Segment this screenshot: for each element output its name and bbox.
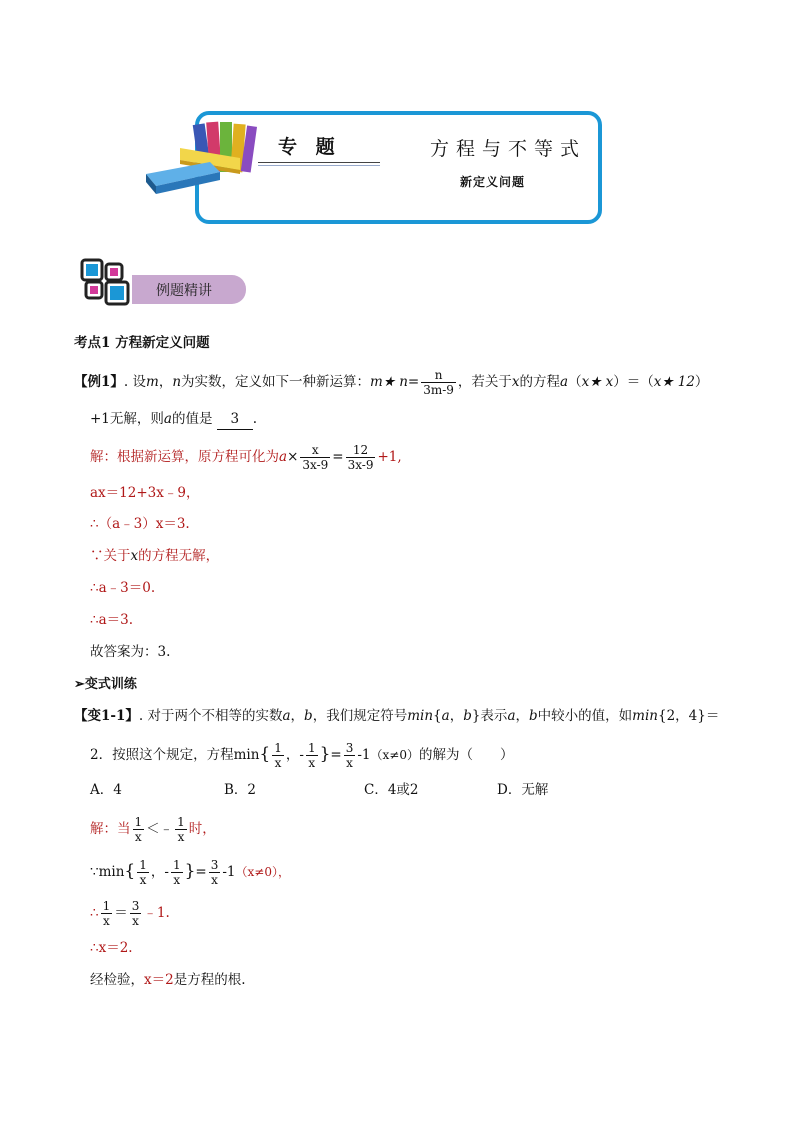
var-m: m [146, 374, 159, 390]
text: ＝ [114, 905, 128, 921]
practice-solution-line-3 [90, 899, 170, 928]
fraction [306, 741, 318, 770]
brace: } [319, 744, 331, 764]
text: = [332, 449, 344, 465]
text: . 设 [123, 374, 146, 390]
text: - [164, 864, 169, 880]
text: = [195, 864, 207, 880]
var-a: a [282, 708, 291, 724]
text: ， [158, 374, 173, 390]
text: ，若关于 [457, 374, 512, 390]
denominator: x [308, 756, 316, 770]
numerator: 1 [172, 858, 181, 872]
numerator: 3 [345, 741, 354, 755]
text: ﹣1. [143, 905, 170, 921]
fraction [171, 858, 183, 887]
var-b: b [529, 708, 538, 724]
text: 的解为（ ） [419, 747, 514, 763]
denominator: 3x-9 [302, 458, 329, 472]
root: x＝2 [144, 972, 174, 988]
practice-solution-line-5 [90, 970, 246, 990]
fraction [272, 741, 284, 770]
text: ∴ [90, 905, 99, 921]
var-a: a [560, 374, 569, 390]
numerator: 3 [210, 858, 219, 872]
text: +1, [377, 449, 402, 465]
solution-answer: 故答案为：3. [90, 644, 171, 660]
text: 的方程 [519, 374, 561, 390]
text: 解：当 [90, 821, 131, 837]
expr: x★ 12 [653, 374, 695, 390]
expr: x★ x [581, 374, 614, 390]
var-x: x [130, 548, 139, 564]
text: ） [694, 374, 709, 390]
text: （ [568, 374, 582, 390]
option-a: A．4 [90, 782, 122, 798]
denominator: x [177, 830, 185, 844]
banner-subtitle: 新定义问题 [460, 175, 526, 189]
text: . 对于两个不相等的实数 [138, 708, 283, 724]
solution-line-5: ∴a﹣3＝0. [90, 580, 156, 596]
text: ， [449, 708, 464, 724]
practice-heading: ➢变式训练 [74, 677, 137, 692]
condition: （x≠0） [370, 748, 419, 762]
fraction [175, 815, 187, 844]
banner-topic: 方程与不等式 [430, 138, 587, 160]
numerator: 12 [346, 443, 376, 458]
fraction [346, 443, 376, 472]
solution-line-6: ∴a＝3. [90, 612, 134, 628]
var-a: a [441, 708, 450, 724]
denominator: x [346, 756, 353, 770]
solution-line-3: ∴（a﹣3）x＝3. [90, 516, 190, 532]
var-b: b [304, 708, 313, 724]
practice-question-line1 [74, 706, 719, 726]
numerator: 1 [102, 899, 111, 913]
min-fn: min [632, 708, 658, 724]
text: ∵ [90, 864, 99, 880]
answer-blank: 3 [217, 409, 253, 430]
numerator: 3 [131, 899, 140, 913]
text: 的方程无解， [138, 548, 220, 564]
banner-divider [258, 162, 380, 163]
solution-line-2: ax＝12+3x﹣9， [90, 485, 200, 501]
numerator: x [300, 443, 330, 458]
denominator: x [132, 914, 139, 928]
fraction [137, 858, 149, 887]
text: 中较小的值，如 [537, 708, 633, 724]
text: ，我们规定符号 [312, 708, 408, 724]
fraction [344, 741, 356, 770]
min-fn: min [233, 747, 260, 763]
var-b: b [463, 708, 472, 724]
denominator: x [211, 873, 218, 887]
expr: m★ n [370, 374, 408, 390]
text: ， [515, 708, 529, 724]
text: 的值是 [171, 411, 213, 427]
example-tag: 【例1】 [74, 374, 124, 390]
var-n: n [172, 374, 182, 390]
practice-solution-line-1 [90, 815, 216, 844]
section-title: 例题精讲 [156, 283, 212, 299]
fraction [133, 815, 145, 844]
text: 2．按照这个规定，方程 [90, 747, 234, 763]
text: +1无解，则 [90, 411, 164, 427]
text: - [299, 747, 304, 763]
var-a: a [279, 449, 288, 465]
text: ）＝（ [613, 374, 654, 390]
numerator: 1 [177, 815, 185, 829]
text: 时， [188, 821, 216, 837]
var-x: x [511, 374, 520, 390]
text: . [252, 411, 258, 427]
solution-line-1 [90, 443, 402, 472]
practice-solution-line-4: ∴x＝2. [90, 940, 133, 956]
practice-question-line2 [90, 741, 514, 770]
text: ， [290, 708, 305, 724]
solution-line-4 [90, 546, 219, 566]
denominator: x [134, 830, 142, 844]
option-c: C．4或2 [364, 782, 419, 798]
banner-label: 专 题 [278, 136, 341, 158]
text: ， [285, 747, 300, 763]
option-b: B．2 [224, 782, 257, 798]
denominator: 3x-9 [347, 458, 374, 472]
text: -1 [222, 864, 236, 880]
min-fn: min [407, 708, 434, 724]
fraction [421, 368, 456, 397]
text: 解：根据新运算，原方程可化为 [90, 449, 279, 465]
text: 经检验， [90, 972, 144, 988]
option-d: D．无解 [497, 782, 549, 798]
example1-question [74, 368, 708, 397]
example1-question-line2 [90, 409, 257, 430]
fraction [300, 443, 330, 472]
fraction [209, 858, 221, 887]
min-fn: min [98, 864, 125, 880]
var-a: a [163, 411, 172, 427]
denominator: x [139, 873, 147, 887]
books-icon [140, 118, 265, 200]
point-title: 考点1 方程新定义问题 [74, 335, 210, 351]
denominator: x [274, 756, 282, 770]
practice-tag: 【变1-1】 [74, 708, 139, 724]
numerator: 1 [274, 741, 282, 755]
practice-solution-line-2 [90, 858, 290, 887]
text: ， [150, 864, 165, 880]
text: {2，4}＝ [657, 708, 720, 724]
condition: （x≠0）， [235, 865, 290, 879]
denominator: x [173, 873, 181, 887]
brace: { [124, 861, 136, 881]
text: = [330, 747, 342, 763]
numerator: 1 [134, 815, 143, 829]
denominator: x [103, 914, 110, 928]
numerator: n [421, 368, 456, 383]
text: 是方程的根. [173, 972, 246, 988]
numerator: 1 [307, 741, 316, 755]
fraction [101, 899, 113, 928]
text: }表示 [471, 708, 508, 724]
text: { [433, 708, 442, 724]
text: ＜﹣ [146, 821, 174, 837]
brace: { [259, 744, 271, 764]
squares-icon [80, 258, 132, 306]
text: ∵关于 [90, 548, 131, 564]
var-a: a [507, 708, 516, 724]
text: × [287, 449, 299, 465]
text: 为实数，定义如下一种新运算： [181, 374, 371, 390]
brace: } [184, 861, 196, 881]
banner-divider-shadow [258, 165, 380, 166]
fraction [130, 899, 142, 928]
text: -1 [357, 747, 371, 763]
denominator: 3m-9 [423, 383, 454, 397]
numerator: 1 [139, 858, 147, 872]
text: = [407, 374, 420, 390]
